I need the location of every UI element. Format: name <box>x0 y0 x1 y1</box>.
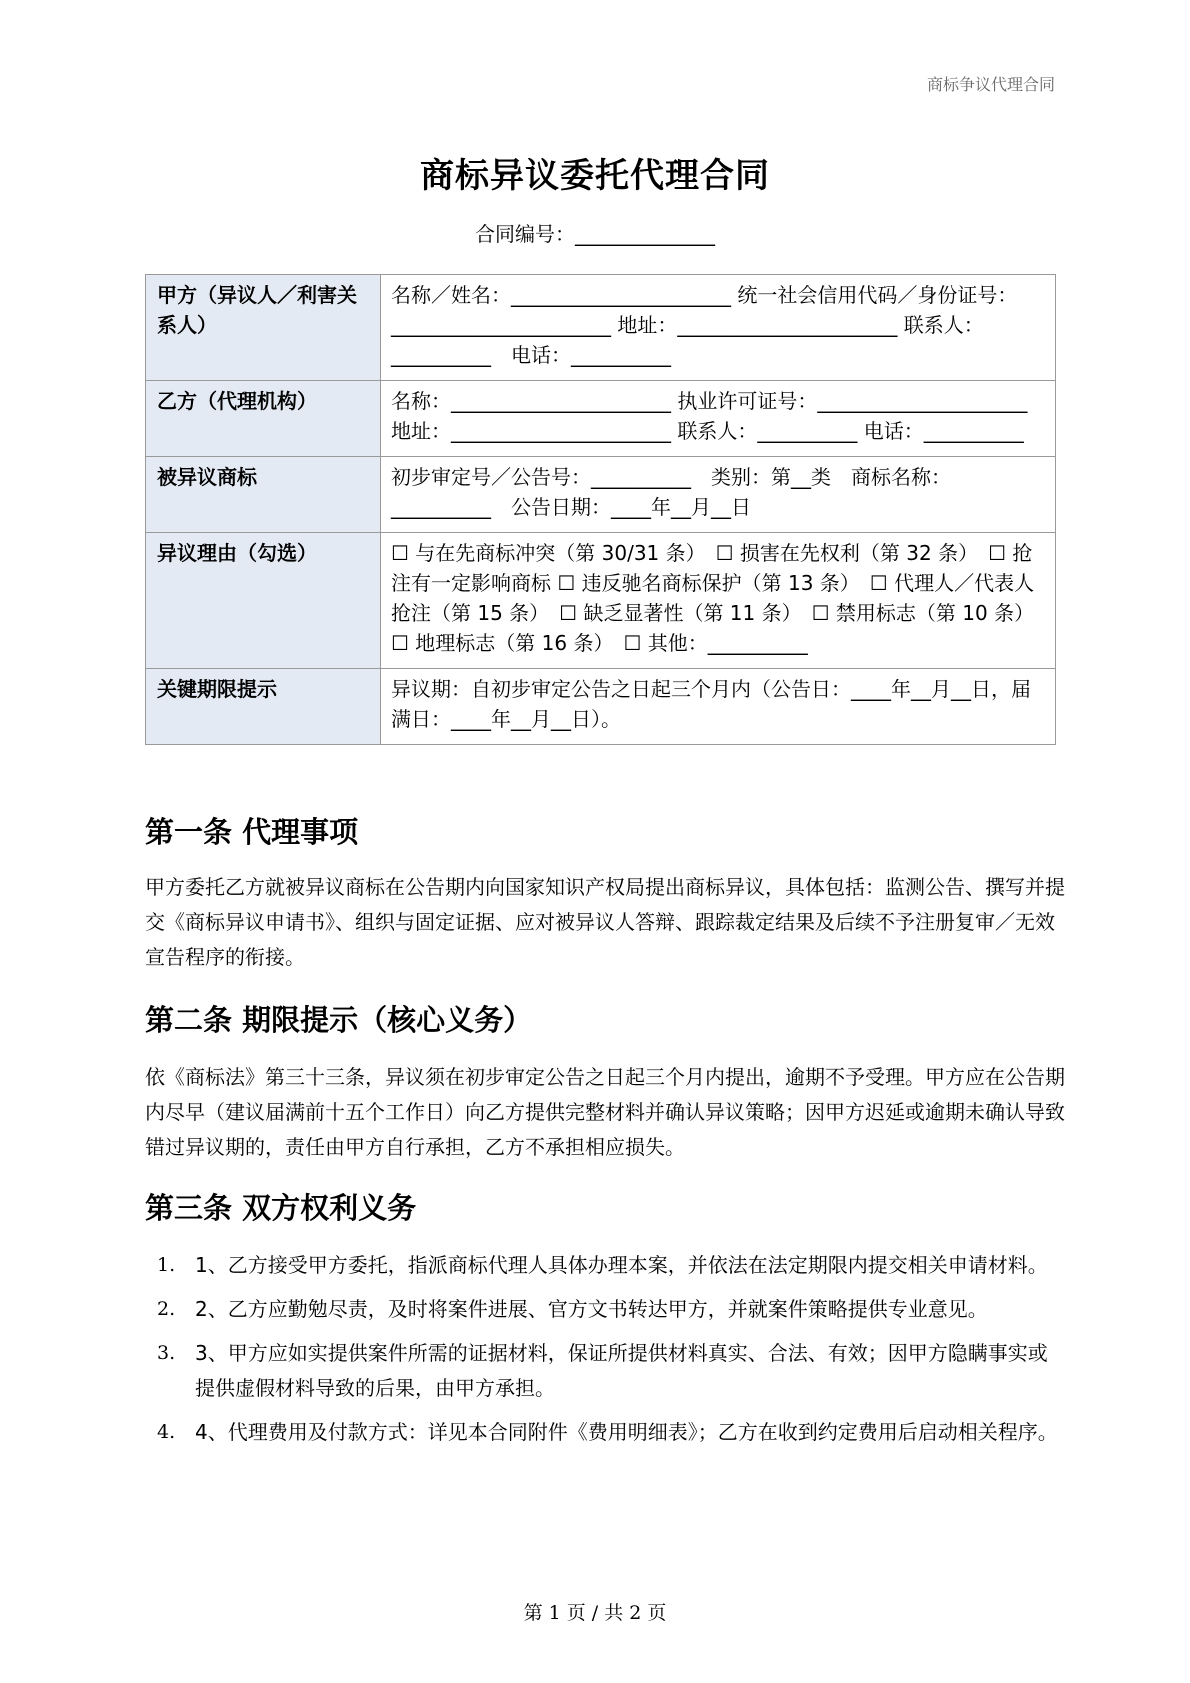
list-number: 2. <box>157 1298 176 1320</box>
row-value-opposed-mark: 初步审定号／公告号：__________ 类别：第__类 商标名称：__________ 公告日期：____年__月__日 <box>381 457 1056 533</box>
list-text: 4、代理费用及付款方式：详见本合同附件《费用明细表》；乙方在收到约定费用后启动相关程序。 <box>195 1420 1058 1444</box>
article-3-heading: 第三条 双方权利义务 <box>145 1191 417 1225</box>
party-info-table <box>145 274 1056 745</box>
list-item <box>145 1415 1065 1450</box>
header-note: 商标争议代理合同 <box>926 75 1055 94</box>
article-1-body: 甲方委托乙方就被异议商标在公告期内向国家知识产权局提出商标异议，具体包括：监测公告、撰写并提交《商标异议申请书》、组织与固定证据、应对被异议人答辩、跟踪裁定结果及后续不予注册复审／无效宣告程序的衔接。 <box>145 875 1065 969</box>
article-1-heading: 第一条 代理事项 <box>145 815 359 849</box>
list-item <box>145 1248 1065 1283</box>
row-label-party-a: 甲方（异议人／利害关系人） <box>146 275 381 381</box>
list-text: 2、乙方应勤勉尽责，及时将案件进展、官方文书转达甲方，并就案件策略提供专业意见。 <box>195 1297 988 1321</box>
obligations-list <box>145 1248 1065 1459</box>
row-value-party-b: 名称：______________________ 执业许可证号：_____________________ 地址：______________________ 联系人：__________ 电话：__________ <box>381 381 1056 457</box>
table-row <box>146 533 1056 669</box>
table-row <box>146 381 1056 457</box>
table-row <box>146 669 1056 745</box>
row-value-grounds: ☐ 与在先商标冲突（第 30/31 条） ☐ 损害在先权利（第 32 条） ☐ 抢注有一定影响商标 ☐ 违反驰名商标保护（第 13 条） ☐ 代理人／代表人抢注（第 15 条） ☐ 缺乏显著性（第 11 条） ☐ 禁用标志（第 10 条） ☐ 地理标志（第 16 条） ☐ 其他：__________ <box>381 533 1056 669</box>
document-title: 商标异议委托代理合同 <box>420 156 770 196</box>
list-text: 3、甲方应如实提供案件所需的证据材料，保证所提供材料真实、合法、有效；因甲方隐瞒事实或提供虚假材料导致的后果，由甲方承担。 <box>195 1341 1048 1400</box>
list-number: 1. <box>157 1254 176 1276</box>
row-value-party-a: 名称／姓名：______________________ 统一社会信用代码／身份证号：______________________ 地址：______________________ 联系人：__________ 电话：__________ <box>381 275 1056 381</box>
contract-number: 合同编号：______________ <box>475 222 715 246</box>
row-label-opposed-mark: 被异议商标 <box>146 457 381 533</box>
row-value-deadline: 异议期：自初步审定公告之日起三个月内（公告日：____年__月__日，届满日：____年__月__日）。 <box>381 669 1056 745</box>
table-row <box>146 275 1056 381</box>
list-number: 3. <box>157 1342 176 1364</box>
row-label-grounds: 异议理由（勾选） <box>146 533 381 669</box>
page-footer: 第 1 页 / 共 2 页 <box>523 1602 667 1624</box>
list-item <box>145 1292 1065 1327</box>
article-2-body: 依《商标法》第三十三条，异议须在初步审定公告之日起三个月内提出，逾期不予受理。甲方应在公告期内尽早（建议届满前十五个工作日）向乙方提供完整材料并确认异议策略；因甲方迟延或逾期未确认导致错过异议期的，责任由甲方自行承担，乙方不承担相应损失。 <box>145 1065 1065 1159</box>
article-2-heading: 第二条 期限提示（核心义务） <box>145 1003 533 1037</box>
row-label-deadline: 关键期限提示 <box>146 669 381 745</box>
list-number: 4. <box>157 1421 176 1443</box>
row-label-party-b: 乙方（代理机构） <box>146 381 381 457</box>
list-item <box>145 1336 1065 1406</box>
table-row <box>146 457 1056 533</box>
list-text: 1、乙方接受甲方委托，指派商标代理人具体办理本案，并依法在法定期限内提交相关申请材料。 <box>195 1253 1048 1277</box>
